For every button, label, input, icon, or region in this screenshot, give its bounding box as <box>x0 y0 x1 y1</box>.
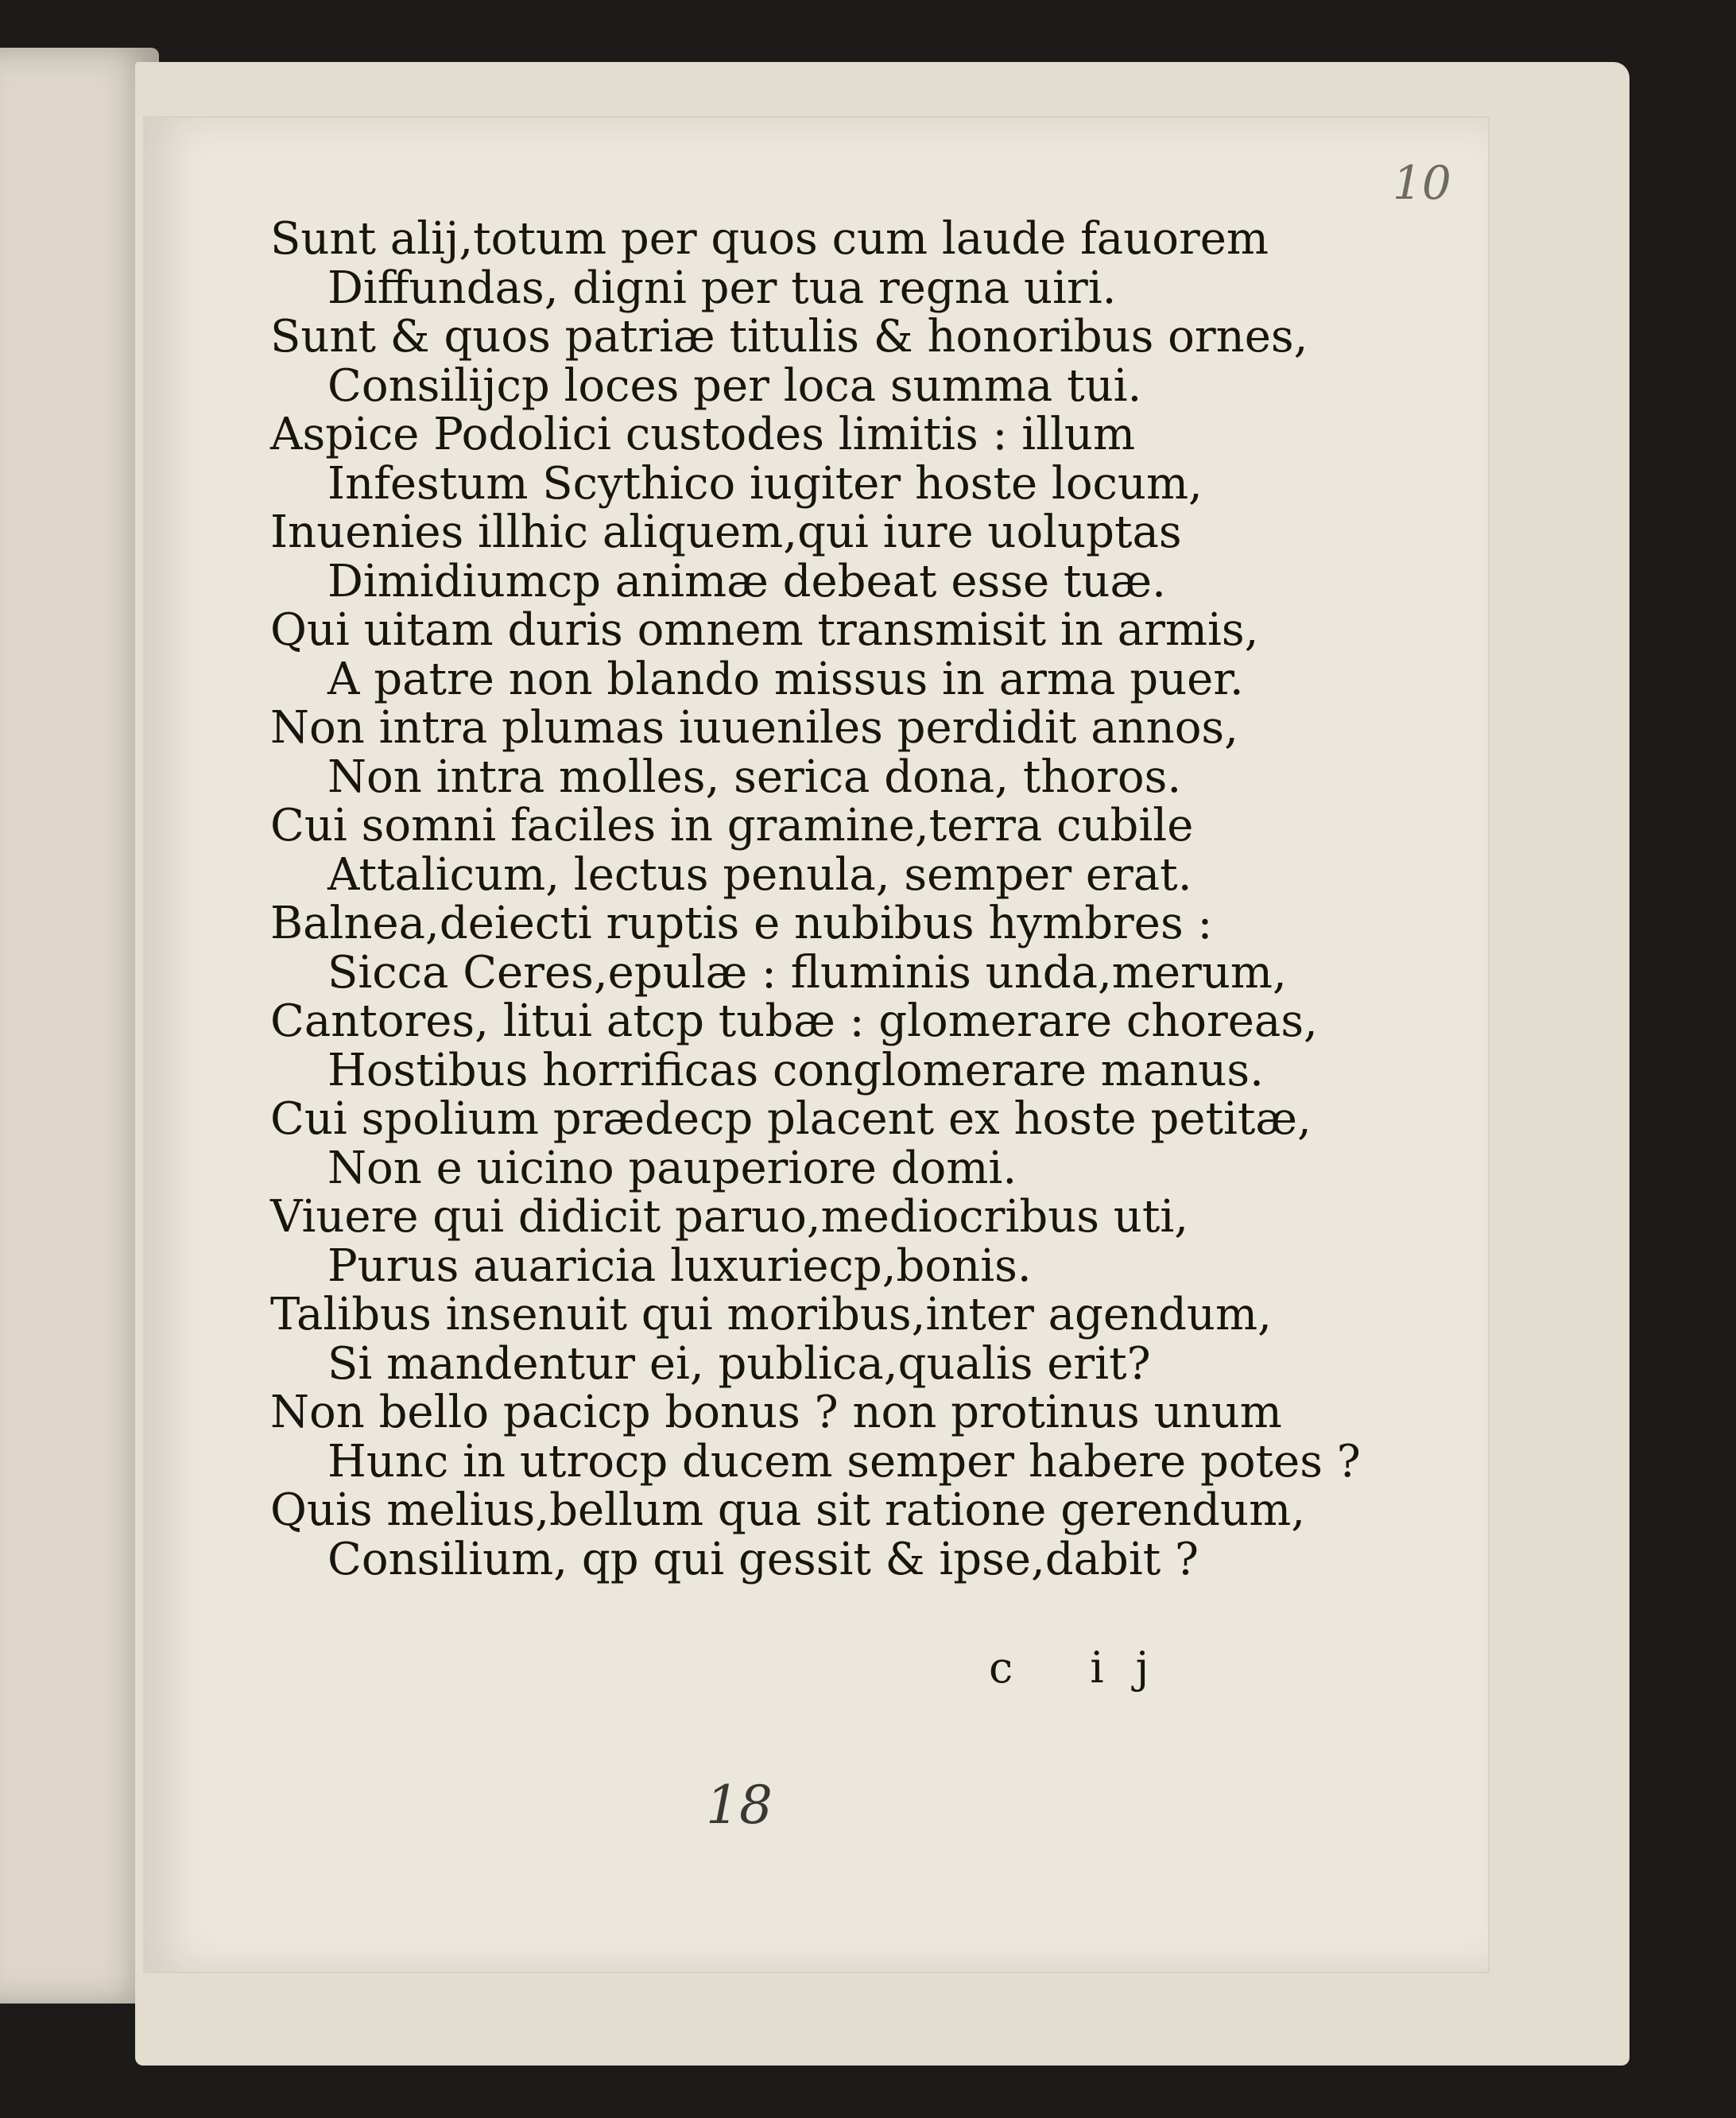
verse-line: Talibus insenuit qui moribus,inter agendum, <box>270 1289 1272 1340</box>
verse-line: Cantores, litui atcp tubæ : glomerare choreas, <box>270 995 1318 1047</box>
verse-line: Cui spolium prædecp placent ex hoste petitæ, <box>270 1093 1312 1145</box>
verse-line: Viuere qui didicit paruo,mediocribus uti, <box>270 1191 1189 1243</box>
verse-line: Si mandentur ei, publica,qualis erit? <box>327 1337 1151 1390</box>
verse-line: Quis melius,bellum qua sit ratione gerendum, <box>270 1484 1305 1536</box>
verse-line: Inuenies illhic aliquem,qui iure uoluptas <box>270 506 1182 558</box>
verse-line: Sunt & quos patriæ titulis & honoribus ornes, <box>270 311 1308 363</box>
verse-text-block <box>270 213 1361 1585</box>
verse-line: Dimidiumcp animæ debeat esse tuæ. <box>327 555 1166 607</box>
verse-line: Aspice Podolici custodes limitis : illum <box>270 409 1136 460</box>
verse-line: Sunt alij,totum per quos cum laude fauorem <box>270 213 1269 265</box>
verse-line: Non intra molles, serica dona, thoros. <box>327 751 1182 803</box>
verse-line: Balnea,deiecti ruptis e nubibus hymbres : <box>270 898 1213 949</box>
verse-line: Consilium, qp qui gessit & ipse,dabit ? <box>327 1533 1199 1585</box>
verse-line: Non e uicino pauperiore domi. <box>327 1142 1017 1194</box>
verse-line: Sicca Ceres,epulæ : fluminis unda,merum, <box>327 946 1287 999</box>
folio-number: 10 <box>1393 156 1451 210</box>
signature-mark: c ij <box>989 1643 1181 1693</box>
verse-line: Purus auaricia luxuriecp,bonis. <box>327 1239 1032 1292</box>
verse-line: Attalicum, lectus penula, semper erat. <box>327 848 1192 901</box>
verse-line: Non intra plumas iuueniles perdidit annos, <box>270 702 1238 754</box>
verse-line: A patre non blando missus in arma puer. <box>327 653 1244 705</box>
verse-line: Diffundas, digni per tua regna uiri. <box>327 262 1117 314</box>
verse-line: Qui uitam duris omnem transmisit in armis, <box>270 604 1259 656</box>
verse-line: Consilijcp loces per loca summa tui. <box>327 359 1142 412</box>
verse-line: Hostibus horrificas conglomerare manus. <box>327 1044 1264 1096</box>
page-number: 18 <box>706 1775 773 1836</box>
verse-line: Hunc in utrocp ducem semper habere potes ? <box>327 1435 1361 1488</box>
verse-line: Infestum Scythico iugiter hoste locum, <box>327 457 1203 510</box>
verse-line: Non bello pacicp bonus ? non protinus unum <box>270 1387 1282 1438</box>
verse-line: Cui somni faciles in gramine,terra cubile <box>270 800 1194 851</box>
